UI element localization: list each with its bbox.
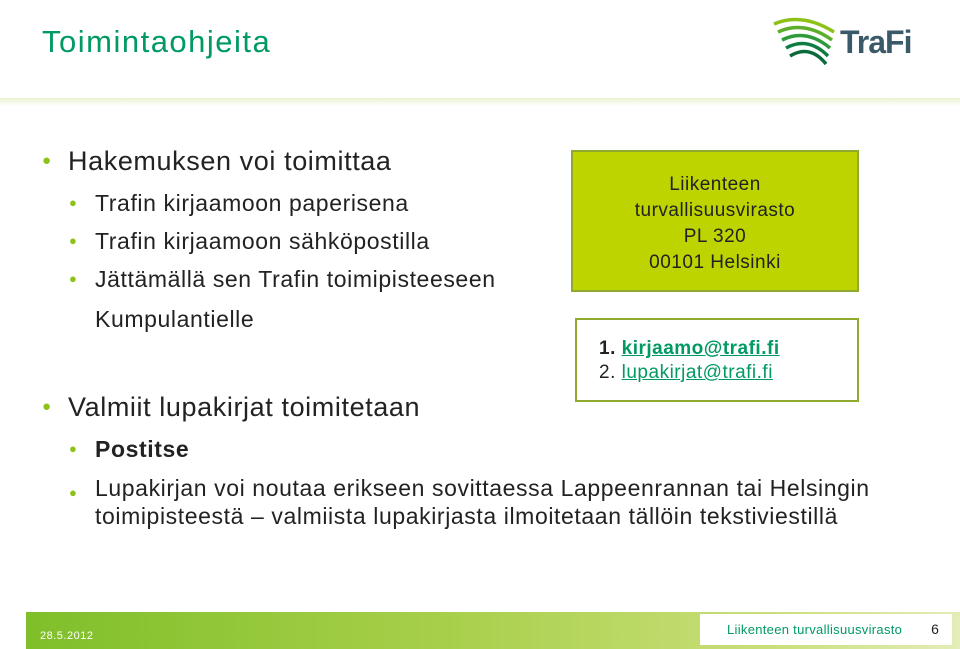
bullet-dot-icon: ● (69, 233, 78, 248)
email-item (599, 361, 857, 385)
slide-title: Toimintaohjeita (42, 24, 272, 59)
address-line: 00101 Helsinki (649, 252, 781, 273)
bullet-delivery (42, 392, 421, 423)
lupakirjat-email-link[interactable]: lupakirjat@trafi.fi (621, 362, 773, 383)
address-line: turvallisuusvirasto (634, 200, 796, 221)
bullet-pickup (69, 474, 885, 530)
address-line: PL 320 (683, 226, 747, 247)
bullet-submission (42, 146, 392, 177)
bullet-office (69, 266, 496, 293)
email-number: 1. (599, 338, 616, 359)
footer-organization: Liikenteen turvallisuusvirasto (727, 622, 903, 637)
bullet-paper (69, 190, 409, 217)
bullet-text: Hakemuksen voi toimittaa (68, 146, 392, 176)
kirjaamo-email-link[interactable]: kirjaamo@trafi.fi (621, 338, 780, 359)
address-box (571, 150, 859, 292)
address-line: Liikenteen (669, 174, 761, 195)
bullet-dot-icon: ● (69, 441, 78, 456)
bullet-dot-icon: ● (69, 271, 78, 286)
bullet-dot-icon: ● (42, 152, 52, 169)
bullet-text: Lupakirjan voi noutaa erikseen sovittaessa Lappeenrannan tai Helsingin toimipisteestä – valmiista lupakirjasta ilmoitetaan tällöin tekstiviestillä (95, 475, 870, 529)
bullet-dot-icon: ● (69, 485, 78, 500)
email-box (575, 318, 859, 402)
bullet-text: Postitse (95, 436, 190, 462)
bullet-dot-icon: ● (69, 195, 78, 210)
email-number: 2. (599, 362, 616, 383)
bullet-text: Valmiit lupakirjat toimitetaan (68, 392, 421, 422)
footer-date: 28.5.2012 (40, 630, 94, 642)
bullet-email (69, 228, 430, 255)
bullet-text: Trafin kirjaamoon paperisena (95, 190, 409, 216)
trafi-logo-text: TraFi (840, 24, 912, 60)
bullet-text: Trafin kirjaamoon sähköpostilla (95, 228, 430, 254)
email-item (599, 337, 857, 361)
bullet-text: Jättämällä sen Trafin toimipisteeseen (95, 266, 496, 292)
title-divider (0, 98, 960, 106)
bullet-office-continued (95, 306, 254, 333)
bullet-text: Kumpulantielle (95, 306, 255, 332)
bullet-dot-icon: ● (42, 398, 52, 415)
page-number: 6 (918, 614, 952, 645)
bullet-post (69, 436, 190, 463)
